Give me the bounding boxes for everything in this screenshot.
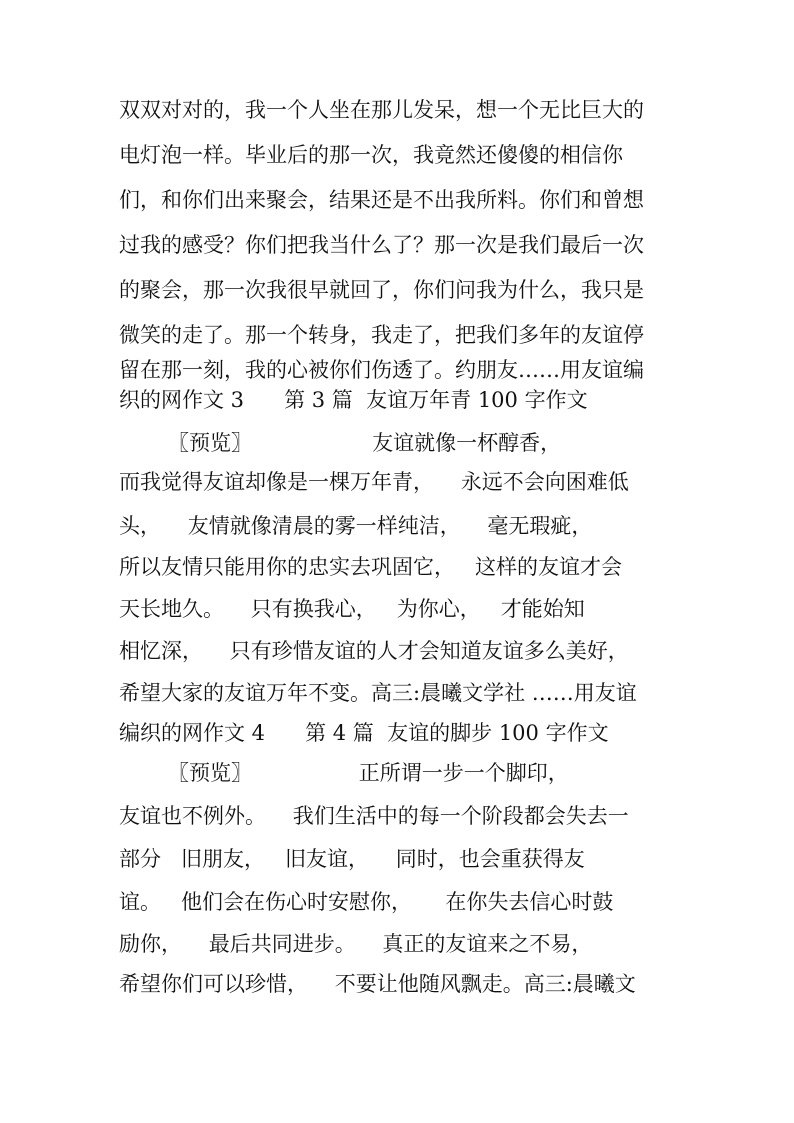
text-line: 留在那一刻，我的心被你们伤透了。约朋友……用友谊编 — [119, 358, 644, 382]
preview-line: 〖预览〗 友谊就像一杯醇香， — [168, 431, 562, 455]
text-line: 谊。 他们会在伤心时安慰你， 在你失去信心时鼓 — [119, 890, 614, 914]
text-line: 所以友情只能用你的忠实去巩固它， 这样的友谊才会 — [119, 555, 623, 579]
article-heading-4: 编织的网作文 4 第 4 篇 友谊的脚步 100 字作文 — [119, 721, 609, 745]
text-line: 励你， 最后共同进步。 真正的友谊来之不易， — [119, 932, 593, 956]
text-line: 双双对对的，我一个人坐在那儿发呆，想一个无比巨大的 — [119, 98, 644, 122]
text-line: 希望你们可以珍惜， 不要让他随风飘走。高三:晨曦文 — [119, 972, 636, 996]
text-line: 希望大家的友谊万年不变。高三:晨曦文学社 ……用友谊 — [119, 681, 637, 705]
text-line: 友谊也不例外。 我们生活中的每一个阶段都会失去一 — [119, 804, 629, 828]
text-line: 电灯泡一样。毕业后的那一次，我竟然还傻傻的相信你 — [119, 143, 623, 167]
text-line: 的聚会，那一次我很早就回了，你们问我为什么，我只是 — [119, 278, 644, 302]
text-line: 部分 旧朋友， 旧友谊， 同时，也会重获得友 — [119, 847, 585, 871]
preview-line: 〖预览〗 正所谓一步一个脚印， — [168, 761, 569, 785]
article-heading-3: 织的网作文 3 第 3 篇 友谊万年青 100 字作文 — [119, 388, 588, 412]
text-line: 而我觉得友谊却像是一棵万年青， 永远不会向困难低 — [119, 470, 629, 494]
text-line: 头， 友情就像清晨的雾一样纯洁， 毫无瑕疵， — [119, 514, 593, 538]
text-line: 过我的感受？你们把我当什么了？那一次是我们最后一次 — [119, 233, 644, 257]
text-line: 天长地久。 只有换我心， 为你心， 才能始知 — [119, 597, 585, 621]
text-line: 相忆深， 只有珍惜友谊的人才会知道友谊多么美好， — [119, 639, 629, 663]
text-line: 微笑的走了。那一个转身，我走了，把我们多年的友谊停 — [119, 323, 644, 347]
text-line: 们，和你们出来聚会，结果还是不出我所料。你们和曾想 — [119, 188, 644, 212]
